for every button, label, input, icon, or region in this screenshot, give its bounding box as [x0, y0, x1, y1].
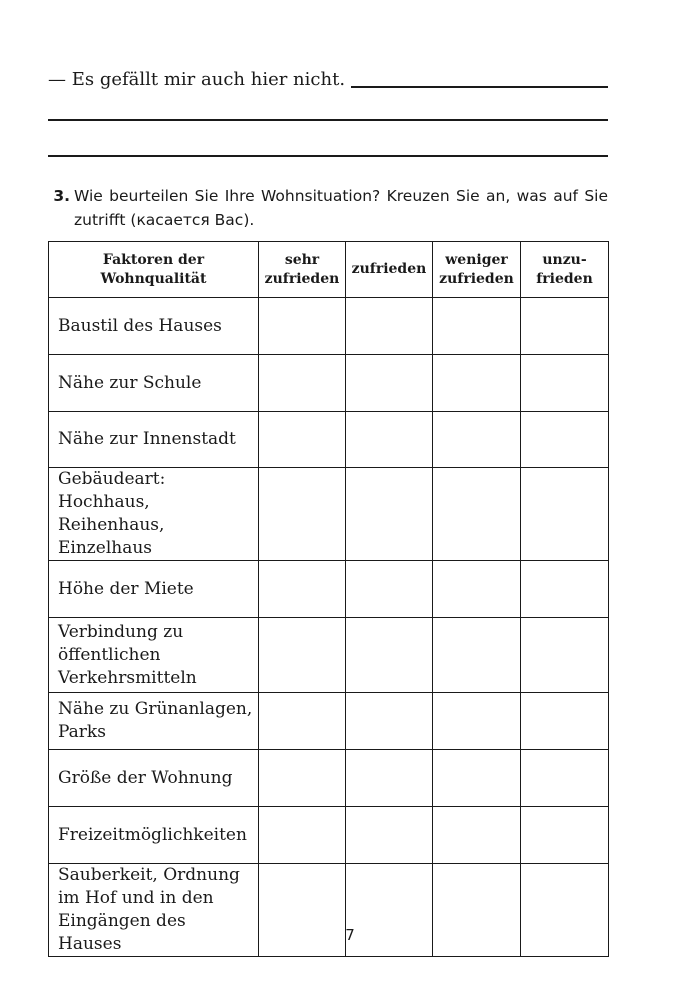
factor-cell	[49, 468, 259, 561]
rating-cell-sehr-zufrieden[interactable]	[259, 693, 346, 750]
factor-cell	[49, 618, 259, 693]
table-row	[49, 618, 609, 693]
factor-label: Nähe zu Grünanlagen, Parks	[58, 699, 253, 742]
table-row	[49, 693, 609, 750]
table-row	[49, 412, 609, 468]
rating-cell-sehr-zufrieden[interactable]	[259, 807, 346, 864]
rating-cell-weniger-zufrieden[interactable]	[433, 693, 521, 750]
rating-cell-sehr-zufrieden[interactable]	[259, 468, 346, 561]
rating-cell-zufrieden[interactable]	[346, 693, 433, 750]
factor-label: Nähe zur Innenstadt	[58, 429, 236, 449]
factor-label: Baustil des Hauses	[58, 315, 222, 336]
factor-label: Nähe zur Schule	[58, 372, 202, 393]
dialog-text: — Es gefällt mir auch hier nicht.	[48, 69, 346, 90]
factor-cell	[49, 693, 259, 750]
factor-label: Sauberkeit, Ordnung im Hof und in den Eingängen des Hauses	[58, 865, 240, 954]
rating-cell-weniger-zufrieden[interactable]	[433, 561, 521, 618]
rating-cell-sehr-zufrieden[interactable]	[259, 412, 346, 468]
header-zufrieden: zufrieden	[346, 242, 433, 298]
factor-cell	[49, 298, 259, 355]
rating-cell-zufrieden[interactable]	[346, 412, 433, 468]
rating-cell-zufrieden[interactable]	[346, 618, 433, 693]
rating-cell-unzufrieden[interactable]	[521, 618, 609, 693]
rating-cell-unzufrieden[interactable]	[521, 807, 609, 864]
dialog-answer-blank[interactable]	[351, 86, 608, 88]
rating-cell-zufrieden[interactable]	[346, 561, 433, 618]
factor-label: Höhe der Miete	[58, 578, 194, 599]
rating-cell-unzufrieden[interactable]	[521, 298, 609, 355]
table-row	[49, 750, 609, 807]
rating-cell-sehr-zufrieden[interactable]	[259, 298, 346, 355]
table-row	[49, 468, 609, 561]
table-header-row	[49, 242, 609, 298]
rating-cell-sehr-zufrieden[interactable]	[259, 355, 346, 412]
header-unzufrieden: unzu- frieden	[521, 242, 609, 298]
rating-cell-sehr-zufrieden[interactable]	[259, 750, 346, 807]
rating-cell-zufrieden[interactable]	[346, 750, 433, 807]
table-body	[49, 298, 609, 957]
table-row	[49, 561, 609, 618]
header-sehr-zufrieden: sehr zufrieden	[259, 242, 346, 298]
rating-cell-weniger-zufrieden[interactable]	[433, 412, 521, 468]
rating-cell-weniger-zufrieden[interactable]	[433, 355, 521, 412]
housing-rating-table	[48, 241, 609, 957]
factor-cell	[49, 807, 259, 864]
rating-cell-zufrieden[interactable]	[346, 807, 433, 864]
page-number: 7	[345, 926, 355, 944]
factor-label: Freizeitmöglichkeiten	[58, 824, 247, 845]
task-instruction	[48, 184, 608, 232]
rating-cell-sehr-zufrieden[interactable]	[259, 618, 346, 693]
rating-cell-unzufrieden[interactable]	[521, 468, 609, 561]
dialog-line	[48, 64, 608, 92]
factor-cell	[49, 355, 259, 412]
rating-cell-zufrieden[interactable]	[346, 468, 433, 561]
rating-cell-sehr-zufrieden[interactable]	[259, 561, 346, 618]
table-row	[49, 355, 609, 412]
header-factor: Faktoren der Wohnqualität	[49, 242, 259, 298]
rating-cell-unzufrieden[interactable]	[521, 561, 609, 618]
rating-cell-unzufrieden[interactable]	[521, 412, 609, 468]
task-text: Wie beurteilen Sie Ihre Wohnsituation? Kreuzen Sie an, was auf Sie zutrifft (касается Вас).	[74, 187, 608, 229]
factor-label: Gebäudeart: Hochhaus, Reihenhaus, Einzelhaus	[58, 469, 166, 558]
answer-line-2[interactable]	[48, 155, 608, 157]
factor-label: Verbindung zu öffentlichen Verkehrsmitteln	[58, 621, 197, 688]
table-row	[49, 298, 609, 355]
rating-cell-weniger-zufrieden[interactable]	[433, 750, 521, 807]
answer-line-1[interactable]	[48, 119, 608, 121]
task-number: 3.	[53, 187, 70, 205]
rating-cell-unzufrieden[interactable]	[521, 355, 609, 412]
rating-cell-weniger-zufrieden[interactable]	[433, 618, 521, 693]
rating-cell-weniger-zufrieden[interactable]	[433, 468, 521, 561]
table-row	[49, 807, 609, 864]
rating-cell-weniger-zufrieden[interactable]	[433, 298, 521, 355]
rating-cell-unzufrieden[interactable]	[521, 693, 609, 750]
header-weniger-zufrieden: weniger zufrieden	[433, 242, 521, 298]
factor-cell	[49, 750, 259, 807]
rating-cell-weniger-zufrieden[interactable]	[433, 807, 521, 864]
rating-cell-unzufrieden[interactable]	[521, 750, 609, 807]
factor-cell	[49, 412, 259, 468]
rating-cell-zufrieden[interactable]	[346, 298, 433, 355]
factor-label: Größe der Wohnung	[58, 767, 233, 788]
rating-cell-zufrieden[interactable]	[346, 355, 433, 412]
factor-cell	[49, 561, 259, 618]
